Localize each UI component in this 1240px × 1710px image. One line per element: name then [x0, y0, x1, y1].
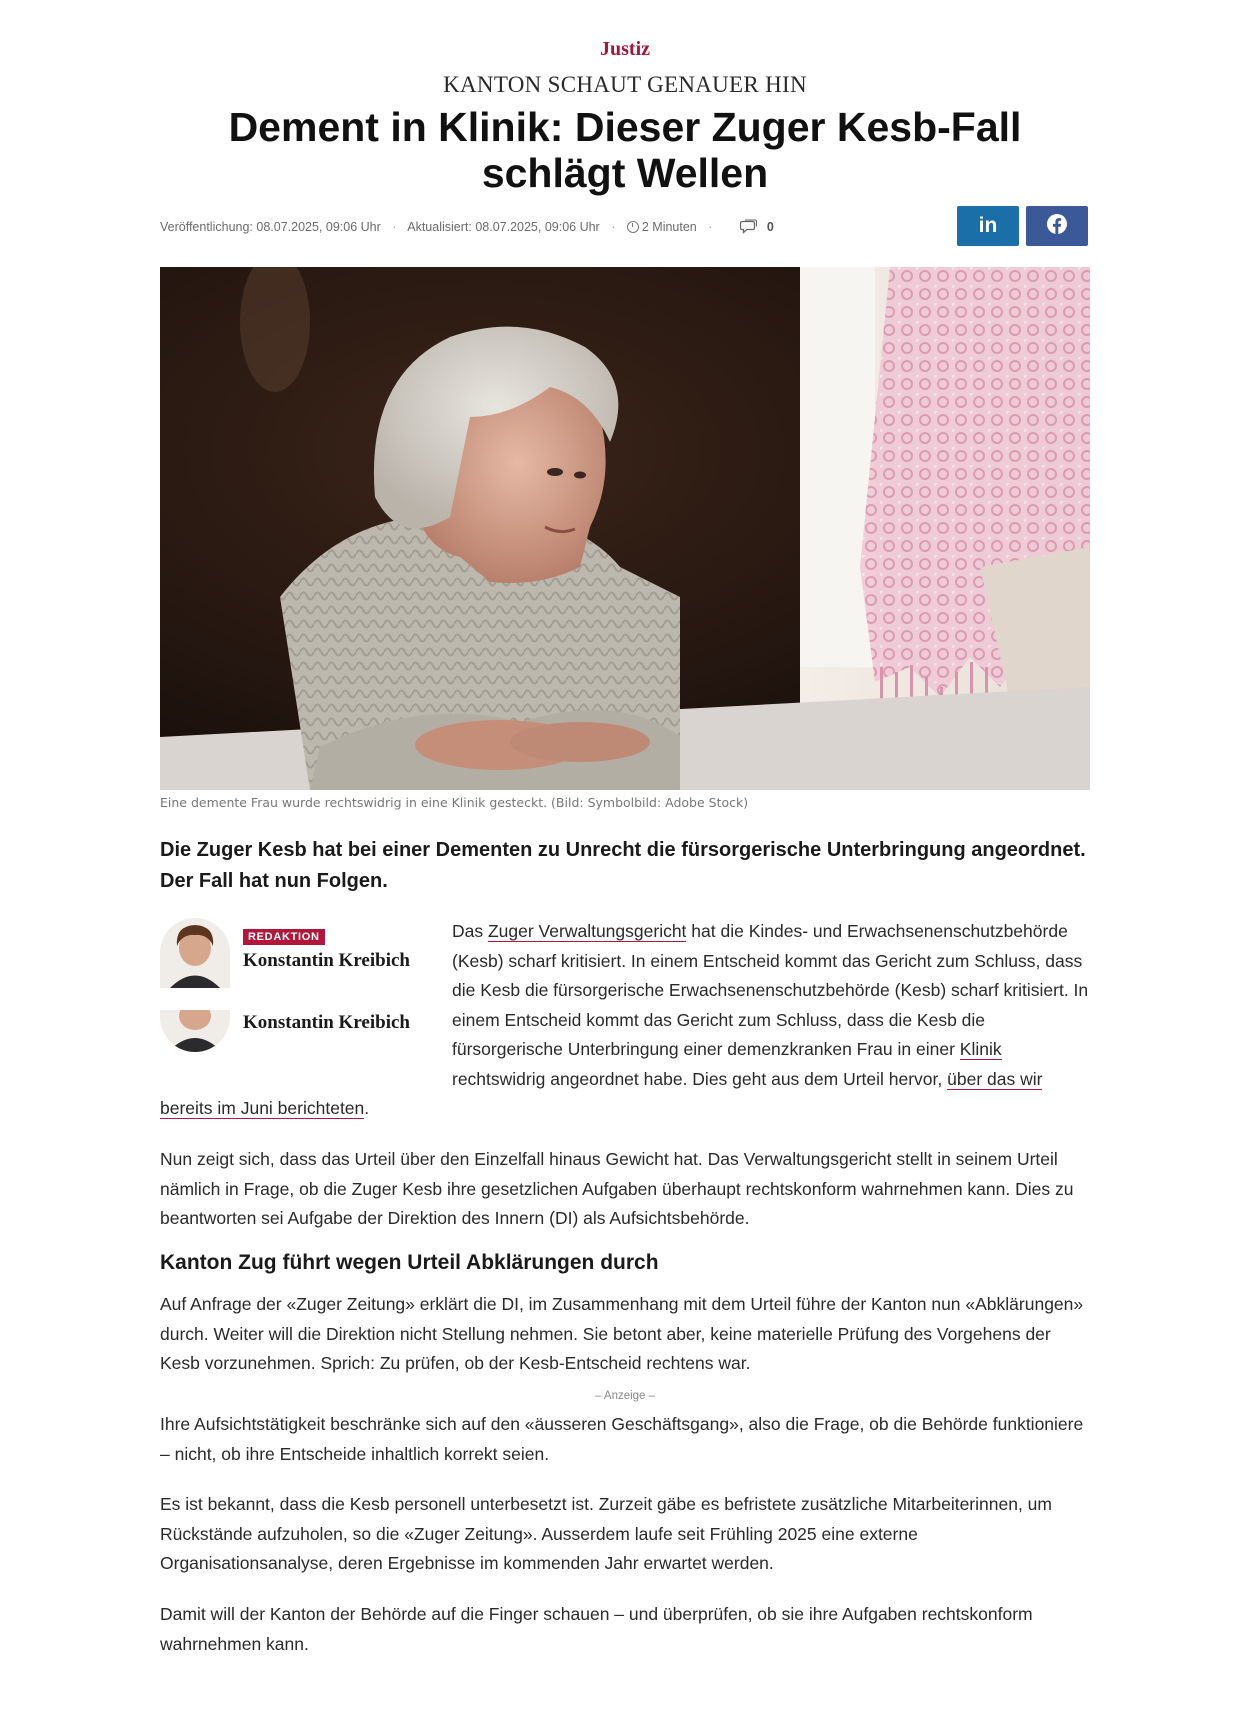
body-paragraph: Nun zeigt sich, dass das Urteil über den Einzelfall hinaus Gewicht hat. Das Verwaltungsgericht stellt in seinem Urteil nämlich in Frage, ob die Zuger Kesb ihre gesetzlichen Aufgaben überhaupt rechtskonform wahrnehmen kann. Dies zu beantworten sei Aufgabe der Direktion des Innern (DI) als Aufsichtsbehörde. — [160, 1149, 1074, 1228]
body-paragraph — [160, 917, 1090, 1124]
link-previous-article[interactable]: über das wir bereits im Juni berichteten — [160, 1068, 1043, 1118]
author-name[interactable]: Konstantin Kreibich — [243, 950, 410, 971]
facebook-share-button[interactable] — [1026, 206, 1088, 246]
facebook-icon — [1046, 213, 1068, 240]
meta-separator: · — [708, 220, 713, 234]
author-name[interactable]: Konstantin Kreibich — [243, 1012, 410, 1033]
body-paragraph: Damit will der Kanton der Behörde auf die Finger schauen – und überprüfen, ob sie ihre Aufgaben rechtskonform wahrnehmen kann. — [160, 1604, 1033, 1654]
text: hat die Kindes- und Erwachsenenschutzbehörde (Kesb) scharf kritisiert. In einem Entscheid kommt das Gericht zum Schluss, dass die Kesb die fürsorgerische — [452, 921, 1083, 1000]
rubric-link[interactable]: Justiz — [600, 38, 650, 60]
body-paragraph: Es ist bekannt, dass die Kesb personell unterbesetzt ist. Zurzeit gäbe es befristete zusätzliche Mitarbeiterinnen, um Rückstände aufzuholen, so die «Zuger Zeitung». Ausserdem laufe seit Frühling 2025 eine externe Organisationsanalyse, deren Ergebnisse im kommenden Jahr erwartet werden. — [160, 1494, 1052, 1573]
article-meta — [160, 219, 774, 237]
section-heading: Kanton Zug führt wegen Urteil Abklärungen durch — [160, 1251, 659, 1274]
redaktion-badge: REDAKTION — [243, 929, 325, 945]
body-paragraph: Ihre Aufsichtstätigkeit beschränke sich auf den «äusseren Geschäftsgang», also die Frage, ob die Behörde funktioniere – nicht, ob ihre Entscheide inhaltlich korrekt seien. — [160, 1414, 1084, 1464]
link-zuger-verwaltungsgericht[interactable]: Zuger Verwaltungsgericht — [487, 921, 687, 941]
text: Erwachsenenschutzbehörde (Kesb) scharf kritisiert. In einem Entscheid kommt das Gericht zum Schluss, dass die Kesb die fürsorgerische Unterbringung einer demenzkranken Frau in einer — [452, 980, 1089, 1059]
text: . — [364, 1098, 370, 1118]
published-date: Veröffentlichung: 08.07.2025, 09:06 Uhr — [160, 220, 381, 234]
body-paragraph: Auf Anfrage der «Zuger Zeitung» erklärt die DI, im Zusammenhang mit dem Urteil führe der Kanton nun «Abklärungen» durch. Weiter will die Direktion nicht Stellung nehmen. Sie betont aber, keine materielle Prüfung des Vorgehens der Kesb vorzunehmen. Sprich: Zu prüfen, ob der Kesb-Entscheid rechtens war. — [160, 1294, 1084, 1373]
image-caption: Eine demente Frau wurde rechtswidrig in eine Klinik gesteckt. (Bild: Symbolbild: Adobe Stock) — [160, 795, 749, 810]
linkedin-icon: in — [978, 214, 998, 237]
linkedin-share-button[interactable] — [957, 206, 1019, 246]
comment-count[interactable]: 0 — [766, 220, 774, 234]
text: Das — [452, 921, 488, 941]
hero-image — [160, 267, 1090, 790]
text: rechtswidrig angeordnet habe. Dies geht aus dem Urteil hervor, — [452, 1068, 948, 1089]
ad-label: – Anzeige – — [594, 1390, 656, 1402]
clock-icon — [627, 221, 639, 233]
meta-separator: · — [392, 220, 397, 234]
updated-date: Aktualisiert: 08.07.2025, 09:06 Uhr — [407, 220, 600, 234]
headline: Dement in Klinik: Dieser Zuger Kesb-Fall schlägt Wellen — [228, 104, 1022, 196]
reading-time: 2 Minuten — [641, 220, 697, 234]
link-klinik[interactable]: Klinik — [959, 1039, 1002, 1059]
meta-separator: · — [611, 220, 616, 234]
lead-paragraph: Die Zuger Kesb hat bei einer Dementen zu Unrecht die fürsorgerische Unterbringung angeordnet. Der Fall hat nun Folgen. — [160, 839, 1086, 892]
kicker: KANTON SCHAUT GENAUER HIN — [443, 72, 807, 97]
byline-spacer — [160, 917, 452, 1091]
comment-icon[interactable] — [740, 219, 757, 237]
